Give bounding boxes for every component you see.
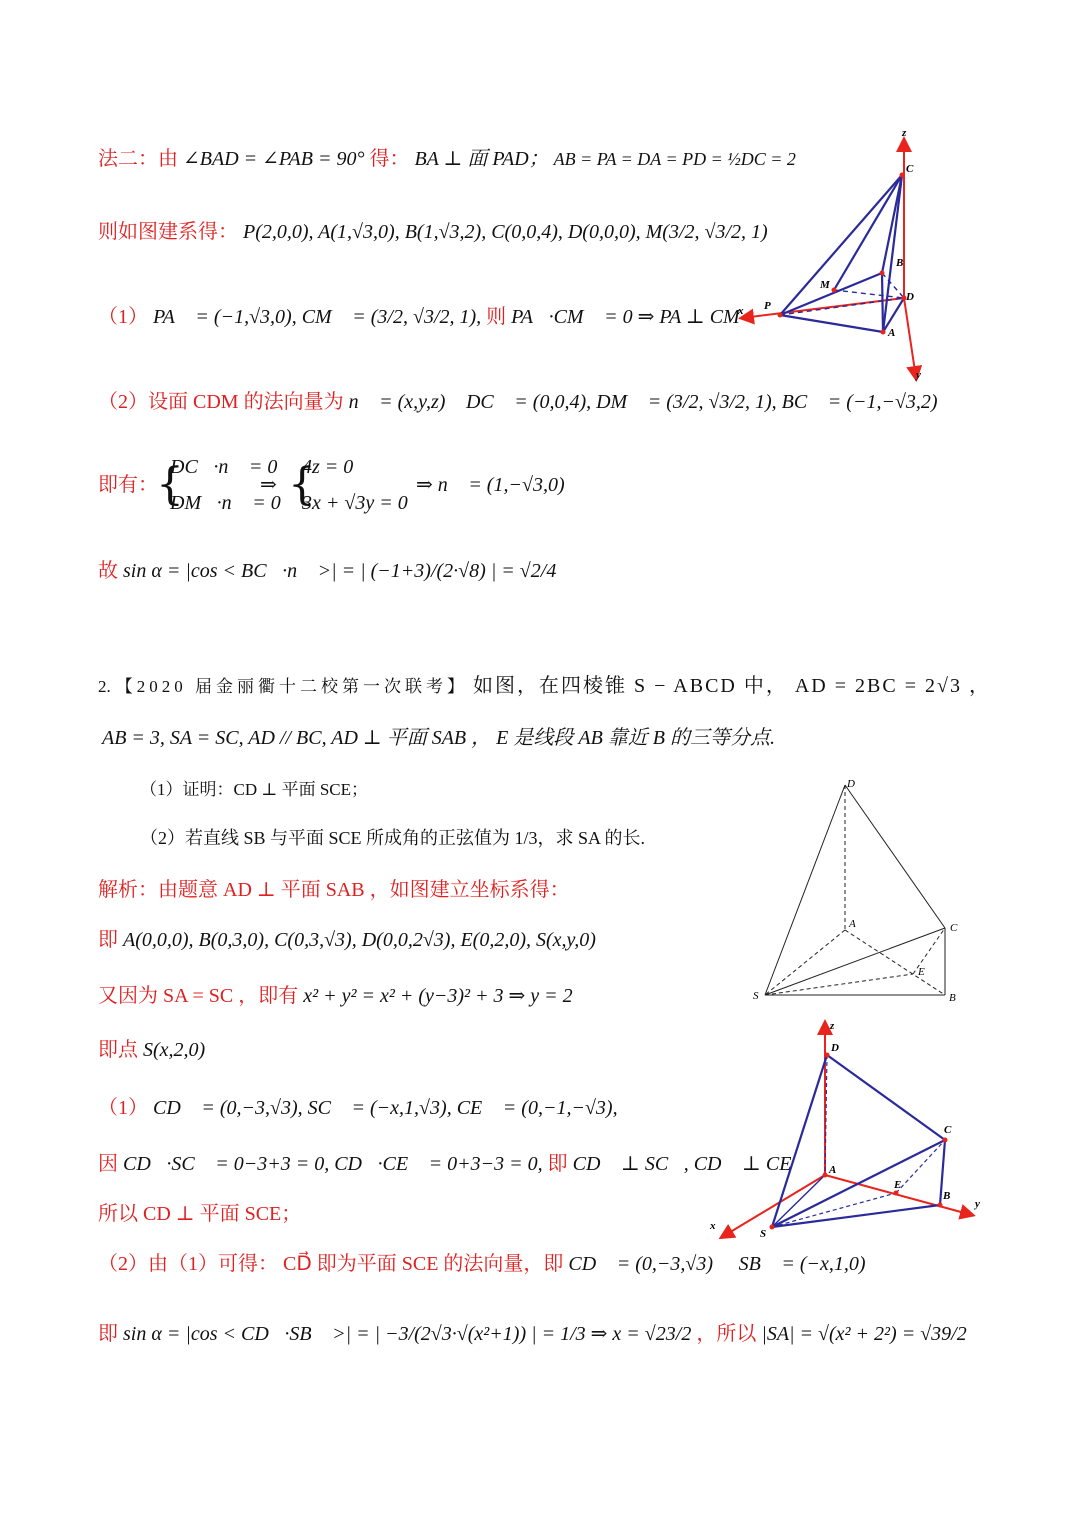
sin-line bbox=[98, 557, 556, 585]
sin-expr: sin α = |cos < BC⃗·n⃗ >| = | (−1+3)/(2·√8) | = √2/4 bbox=[123, 560, 557, 582]
a1-conclude-line bbox=[98, 1200, 301, 1228]
fig3-edge-sb bbox=[772, 1205, 940, 1227]
problem-q2: （2）若直线 SB 与平面 SCE 所成角的正弦值为 1/3，求 SA 的长. bbox=[140, 828, 646, 848]
coords2-line bbox=[98, 926, 596, 954]
fig3-label-b: B bbox=[943, 1190, 951, 1202]
edge-pa bbox=[780, 315, 883, 332]
coord-line bbox=[98, 218, 768, 246]
fig2-label-d: D bbox=[847, 778, 855, 790]
solution-label-line bbox=[98, 876, 570, 904]
point-b bbox=[880, 271, 885, 276]
problem2-q2 bbox=[140, 824, 645, 852]
fig2-label-s: S bbox=[753, 990, 759, 1002]
solution-label: 解析：由题意 AD ⊥ 平面 SAB ，如图建立坐标系得： bbox=[98, 879, 570, 901]
problem-text-1: 如图，在四棱锥 S − ABCD 中， AD = 2BC = 2√3 ， bbox=[473, 675, 991, 697]
point-c bbox=[900, 173, 905, 178]
a1-label: （1） bbox=[98, 1097, 148, 1119]
fig1-label-c: C bbox=[906, 163, 914, 175]
fig3-label-y: y bbox=[975, 1198, 980, 1210]
a2-line bbox=[98, 1250, 866, 1278]
fig2-label-e: E bbox=[918, 966, 925, 978]
coords-p1: P(2,0,0), A(1,√3,0), B(1,√3,2), C(0,0,4), D(0,0,0), M(3/2, √3/2, 1) bbox=[243, 221, 768, 243]
a1-so: CD⃗ ⊥ SC⃗, CD⃗ ⊥ CE⃗ bbox=[572, 1153, 807, 1175]
sys-eq1: DC⃗·n⃗ = 0 bbox=[170, 456, 278, 478]
since-line bbox=[98, 982, 573, 1010]
fig1-label-m: M bbox=[820, 279, 830, 291]
fig3-point-d bbox=[825, 1053, 830, 1058]
a1-because: CD⃗·SC⃗ = 0−3+3 = 0, CD⃗·CE⃗ = 0+3−3 = 0, bbox=[123, 1153, 543, 1175]
q2-line bbox=[98, 388, 938, 416]
fig2-label-b: B bbox=[949, 992, 956, 1004]
edge-cm bbox=[834, 175, 902, 290]
method2-get: 得： bbox=[369, 148, 410, 170]
point-m bbox=[832, 288, 837, 293]
edge-ba bbox=[882, 273, 883, 332]
edge-ab-hidden bbox=[845, 930, 945, 995]
sin-label: 故 bbox=[98, 560, 118, 582]
point-s: S(x,2,0) bbox=[143, 1039, 206, 1061]
q2-label: （2）设面 CDM 的法向量为 bbox=[98, 391, 344, 413]
fig1-label-p: P bbox=[764, 300, 771, 312]
a1-so-label: 即 bbox=[547, 1153, 568, 1175]
sys-label: 即有： bbox=[98, 474, 158, 496]
fig3-point-s bbox=[770, 1225, 775, 1230]
fig3-edge-sc bbox=[772, 1140, 945, 1227]
edge-pc bbox=[780, 175, 902, 315]
edge-md-hidden bbox=[834, 290, 904, 298]
fig3-edge-ec-hidden bbox=[896, 1140, 945, 1193]
fig2-label-a: A bbox=[849, 918, 856, 930]
problem2-q1 bbox=[140, 776, 368, 804]
a2-label: （2）由（1）可得： bbox=[98, 1253, 278, 1275]
edge-se-hidden bbox=[765, 974, 913, 995]
a2-sb: SB⃗ = (−x,1,0) bbox=[738, 1253, 866, 1275]
fig1-label-d: D bbox=[906, 291, 914, 303]
fig2-label-c: C bbox=[950, 922, 958, 934]
edge-ds bbox=[765, 785, 845, 995]
problem2-line1 bbox=[98, 672, 991, 701]
edge-pb bbox=[780, 273, 882, 315]
method2-cond: ∠BAD = ∠PAB = 90° bbox=[183, 148, 365, 170]
problem-source: 【2020 届金丽衢十二校第一次联考】 bbox=[115, 677, 468, 696]
fig3-edge-dc bbox=[827, 1055, 945, 1140]
q1-line bbox=[98, 303, 740, 331]
q1-result: PA⃗·CM⃗ = 0 ⇒ PA ⊥ CM bbox=[511, 306, 740, 328]
q2-n: n⃗ = (x,y,z)， bbox=[348, 391, 461, 413]
fig3-label-s: S bbox=[760, 1228, 767, 1240]
q1-label: （1） bbox=[98, 306, 148, 328]
method2-lengths: AB = PA = DA = PD = ½DC = 2 bbox=[553, 149, 796, 169]
edge-dc bbox=[845, 785, 945, 928]
fig3-point-e bbox=[894, 1191, 899, 1196]
fig1-label-y: y bbox=[916, 369, 921, 381]
fig3-label-z: z bbox=[830, 1020, 835, 1032]
sys-result: ⇒ n⃗ = (1,−√3,0) ， bbox=[416, 474, 586, 496]
fig3-label-c: C bbox=[944, 1124, 952, 1136]
a1-conclude: 所以 CD ⊥ 平面 SCE； bbox=[98, 1203, 302, 1225]
since-eq: x² + y² = x² + (y−3)² + 3 ⇒ y = 2 bbox=[303, 985, 573, 1007]
fig1-label-b: B bbox=[896, 257, 904, 269]
a1-vectors: CD⃗ = (0,−3,√3), SC⃗ = (−x,1,√3), CE⃗ = (0,−1,−√3), bbox=[153, 1097, 618, 1119]
sys-eq3: 4z = 0 bbox=[302, 456, 354, 478]
a1-line bbox=[98, 1094, 618, 1122]
fig3-point-c bbox=[943, 1138, 948, 1143]
coords2: A(0,0,0), B(0,3,0), C(0,3,√3), D(0,0,2√3), E(0,2,0), S(x,y,0) bbox=[123, 929, 596, 951]
y-axis-arrow bbox=[904, 298, 916, 378]
sys-eq4: 3x + √3y = 0 bbox=[302, 492, 408, 514]
final-sa: |SA| = √(x² + 2²) = √39/2 bbox=[761, 1323, 967, 1345]
final-label: 即 bbox=[98, 1323, 118, 1345]
figure-pyramid-sabcd bbox=[745, 775, 970, 1010]
problem-q1: （1）证明：CD ⊥ 平面 SCE； bbox=[140, 780, 369, 799]
fig3-point-b bbox=[938, 1203, 943, 1208]
problem-text-2: AB = 3, SA = SC, AD // BC, AD ⊥ 平面 SAB ， E 是线段 AB 靠近 B 的三等分点. bbox=[102, 727, 775, 749]
problem2-line2 bbox=[102, 724, 775, 752]
fig1-label-x: x bbox=[738, 305, 744, 317]
q2-vectors: DC⃗ = (0,0,4), DM⃗ = (3/2, √3/2, 1), BC⃗ = (−1,−√3,2) bbox=[465, 391, 938, 413]
fig3-edge-ds bbox=[772, 1055, 827, 1227]
method2-perp: BA ⊥ 面 PAD； bbox=[414, 148, 549, 170]
fig3-label-e: E bbox=[894, 1179, 902, 1191]
a1-because-label: 因 bbox=[98, 1153, 118, 1175]
coord-label: 则如图建系得： bbox=[98, 221, 238, 243]
q1-vectors: PA⃗ = (−1,√3,0), CM⃗ = (3/2, √3/2, 1), bbox=[153, 306, 482, 328]
q1-then: 则 bbox=[486, 306, 507, 328]
edge-bd-hidden bbox=[882, 273, 904, 298]
a2-cd: CD⃗ = (0,−3,√3) ， bbox=[568, 1253, 734, 1275]
coords2-label: 即 bbox=[98, 929, 118, 951]
point-label: 即点 bbox=[98, 1039, 138, 1061]
fig3-label-a: A bbox=[829, 1164, 837, 1176]
edge-sc bbox=[765, 928, 945, 995]
fig3-label-x: x bbox=[710, 1220, 716, 1232]
problem-number: 2. bbox=[98, 677, 111, 696]
figure-pyramid-axes bbox=[700, 1015, 990, 1250]
fig3-edge-se-hidden bbox=[772, 1193, 896, 1227]
since-label: 又因为 SA = SC ，即有 bbox=[98, 985, 299, 1007]
fig1-label-a: A bbox=[888, 327, 896, 339]
fig1-label-z: z bbox=[902, 127, 907, 139]
point-p bbox=[778, 313, 783, 318]
method2-line bbox=[98, 145, 796, 173]
sys-eq2: DM⃗·n⃗ = 0 bbox=[170, 492, 281, 514]
method2-label: 法二：由 bbox=[98, 148, 178, 170]
point-line bbox=[98, 1036, 205, 1064]
fig3-point-a bbox=[823, 1173, 828, 1178]
a2-text1: CD⃗ 即为平面 SCE 的法向量，即 bbox=[283, 1253, 564, 1275]
final-expr: sin α = |cos < CD⃗·SB⃗ >| = | −3/(2√3·√(x²+1)) | = 1/3 ⇒ x = √23/2 bbox=[123, 1323, 692, 1345]
figure-pyramid-pcbd bbox=[730, 120, 950, 390]
fig3-label-d: D bbox=[831, 1042, 839, 1054]
final-so: ，所以 bbox=[696, 1323, 757, 1345]
final-line bbox=[98, 1320, 967, 1348]
point-a bbox=[881, 330, 886, 335]
